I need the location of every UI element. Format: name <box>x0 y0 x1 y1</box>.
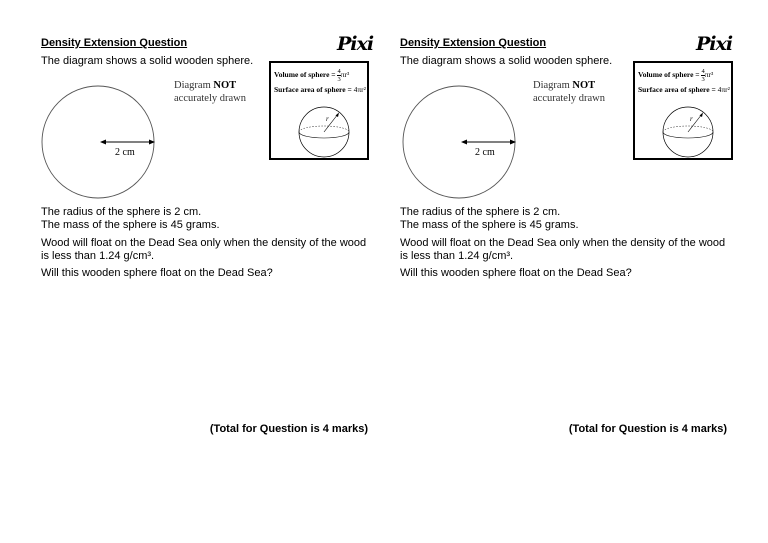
sphere-diagram <box>400 84 520 202</box>
surface-area-formula: Surface area of sphere = 4πr² <box>274 85 366 94</box>
question-text: Will this wooden sphere float on the Dead Sea? <box>41 267 273 279</box>
svg-text:r: r <box>690 115 693 123</box>
question-title: Density Extension Question <box>400 37 547 49</box>
radius-label: 2 cm <box>115 147 135 158</box>
float-condition-text: Wood will float on the Dead Sea only when the density of the wood is less than 1.24 g/cm³. <box>41 237 367 262</box>
total-marks: (Total for Question is 4 marks) <box>568 423 727 435</box>
volume-formula: Volume of sphere = $\frac{4}{3}$ πr³ <box>274 68 350 83</box>
total-marks: (Total for Question is 4 marks) <box>209 423 368 435</box>
sphere-diagram <box>41 84 161 202</box>
formula-box <box>269 61 369 160</box>
pixi-logo: Pixi <box>337 33 374 55</box>
given-info: The radius of the sphere is 2 cm. The mass of the sphere is 45 grams. <box>41 206 220 231</box>
svg-text:r: r <box>326 115 329 123</box>
surface-area-formula: Surface area of sphere = 4πr² <box>638 85 730 94</box>
intro-text: The diagram shows a solid wooden sphere. <box>41 55 254 67</box>
formula-box <box>633 61 733 160</box>
question-title: Density Extension Question <box>41 37 188 49</box>
question-panel-right <box>400 0 740 543</box>
volume-formula: Volume of sphere = $\frac{4}{3}$ πr³ <box>638 68 714 83</box>
small-sphere-diagram <box>661 105 715 159</box>
intro-text: The diagram shows a solid wooden sphere. <box>400 55 613 67</box>
diagram-note: Diagram NOT accurately drawn <box>533 80 605 104</box>
radius-label: 2 cm <box>475 147 495 158</box>
given-info: The radius of the sphere is 2 cm. The mass of the sphere is 45 grams. <box>400 206 579 231</box>
float-condition-text: Wood will float on the Dead Sea only when the density of the wood is less than 1.24 g/cm³. <box>400 237 726 262</box>
question-panel-left <box>41 0 381 543</box>
small-sphere-diagram <box>297 105 351 159</box>
diagram-note: Diagram NOT accurately drawn <box>174 80 246 104</box>
question-text: Will this wooden sphere float on the Dead Sea? <box>400 267 632 279</box>
pixi-logo: Pixi <box>696 33 733 55</box>
